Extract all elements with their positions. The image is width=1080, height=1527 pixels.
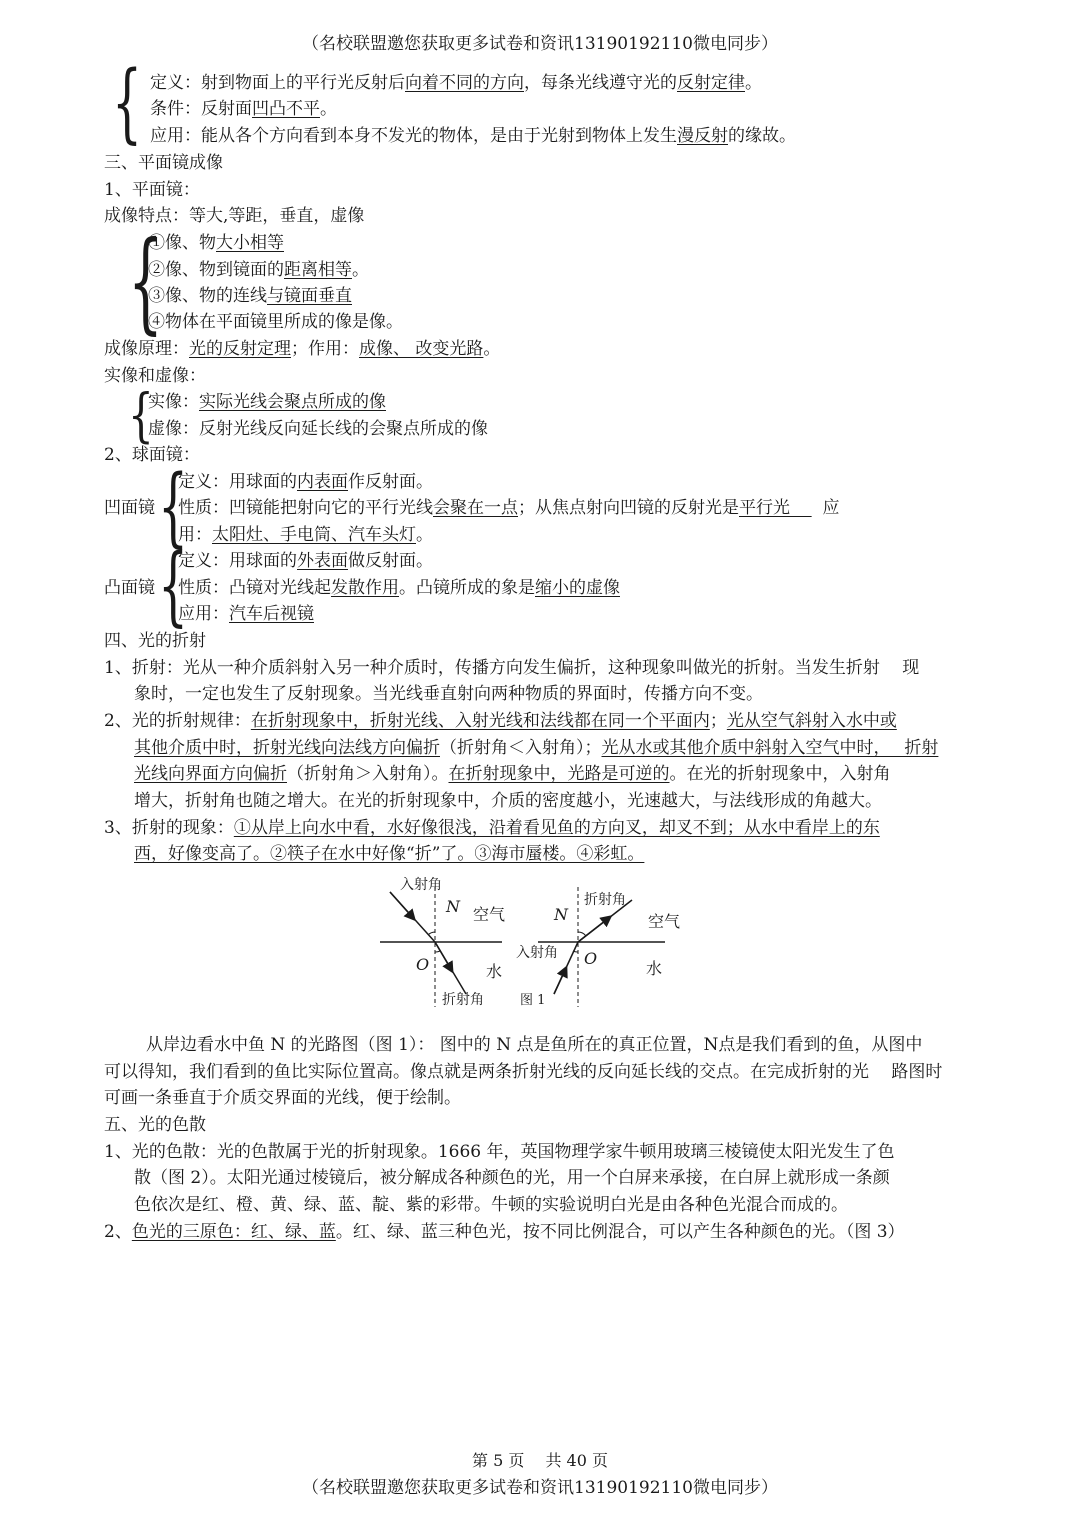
refraction-angle-label-left: 折射角 [442, 992, 484, 1008]
concave-property: 性质：凹镜能把射向它的平行光线会聚在一点；从焦点射向凹镜的反射光是平行光 应 [178, 498, 840, 518]
brace-real-virtual: { [128, 381, 154, 449]
incident-angle-arc-left [428, 932, 435, 935]
incident-angle-label-right: 入射角 [516, 945, 558, 961]
refraction-phenomena-line2: 西，好像变高了。②筷子在水中好像“折”了。③海市蜃楼。④彩虹。 [134, 844, 645, 864]
refraction-p1-line1: 1、折射：光从一种介质斜射入另一种介质时，传播方向发生偏折，这种现象叫做光的折射。当发生折射 现 [104, 658, 920, 678]
fish-paragraph-line2: 可以得知，我们看到的鱼比实际位置高。像点就是两条折射光线的反向延长线的交点。在完成折射的光 路图时 [104, 1062, 943, 1082]
real-virtual-title: 实像和虚像： [104, 366, 206, 386]
origin-label-right: O [584, 949, 598, 968]
convex-definition: 定义：用球面的外表面做反射面。 [178, 551, 433, 571]
brace-features: { [128, 217, 163, 345]
dispersion-p1-line2: 散（图 2）。太阳光通过棱镜后，被分解成各种颜色的光，用一个白屏来承接，在白屏上就形成一条颜 [134, 1168, 890, 1188]
virtual-image-line: 虚像：反射光线反向延长线的会聚点所成的像 [148, 419, 488, 439]
feature-4: ④物体在平面镜里所成的像是像。 [148, 312, 403, 332]
fish-paragraph-line1: 从岸边看水中鱼 N 的光路图（图 1）： 图中的 N 点是鱼所在的真正位置，N点是我们看到的鱼，从图中 [146, 1035, 923, 1055]
feature-1: ①像、物大小相等 [148, 233, 284, 253]
brace-diffuse: { [112, 53, 143, 153]
convex-mirror-label: 凸面镜 [104, 578, 155, 598]
air-label-left: 空气 [473, 905, 506, 924]
refraction-p1-line2: 象时，一定也发生了反射现象。当光线垂直射向两种物质的界面时，传播方向不变。 [134, 684, 763, 704]
plane-mirror-subtitle: 1、平面镜： [104, 180, 200, 200]
convex-application: 应用：汽车后视镜 [178, 604, 314, 624]
brace-concave: { [158, 457, 189, 557]
refraction-law-line4: 增大，折射角也随之增大。在光的折射现象中，介质的密度越小，光速越大，与法线形成的角越大。 [134, 791, 882, 811]
page-number: 第 5 页 共 40 页 [472, 1451, 608, 1470]
figure-number-label: 图 1 [520, 993, 546, 1008]
section-title-dispersion: 五、光的色散 [104, 1115, 206, 1135]
origin-label-left: O [416, 955, 430, 974]
real-image-line: 实像：实际光线会聚点所成的像 [148, 392, 386, 412]
incident-angle-arc-right [573, 951, 578, 952]
spherical-mirror-subtitle: 2、球面镜： [104, 445, 200, 465]
refraction-law-line3: 光线向界面方向偏折（折射角＞入射角）。在折射现象中，光路是可逆的。在光的折射现象中，入射角 [134, 764, 891, 784]
diffuse-application: 应用：能从各个方向看到本身不发光的物体，是由于光射到物体上发生漫反射的缘故。 [150, 126, 796, 146]
refraction-angle-arc-left [435, 951, 440, 952]
feature-2: ②像、物到镜面的距离相等。 [148, 260, 369, 280]
concave-application: 用：太阳灶、手电筒、汽车头灯。 [178, 525, 433, 545]
concave-definition: 定义：用球面的内表面作反射面。 [178, 472, 433, 492]
section-title-refraction: 四、光的折射 [104, 631, 206, 651]
refraction-angle-arc-right [578, 932, 586, 936]
refraction-phenomena-line1: 3、折射的现象：①从岸上向水中看，水好像很浅，沿着看见鱼的方向叉，却叉不到；从水中看岸上的东 [104, 818, 880, 838]
refraction-law-line1: 2、光的折射规律：在折射现象中，折射光线、入射光线和法线都在同一个平面内；光从空气斜射入水中或 [104, 711, 897, 731]
imaging-features: 成像特点：等大,等距，垂直，虚像 [104, 206, 365, 226]
imaging-principle: 成像原理：光的反射定理；作用：成像、 改变光路。 [104, 339, 501, 359]
refraction-law-line2: 其他介质中时，折射光线向法线方向偏折（折射角＜入射角）；光从水或其他介质中斜射入空气中时， 折射 [134, 738, 939, 758]
water-label-left: 水 [486, 962, 503, 981]
primary-colors-line: 2、色光的三原色：红、绿、蓝。红、绿、蓝三种色光，按不同比例混合，可以产生各种颜色的光。（图 3） [104, 1222, 905, 1242]
brace-convex: { [158, 536, 189, 636]
refraction-angle-label-right: 折射角 [584, 892, 626, 908]
diffuse-definition: 定义：射到物面上的平行光反射后向着不同的方向，每条光线遵守光的反射定律。 [150, 73, 762, 93]
section-title-plane-mirror: 三、平面镜成像 [104, 153, 223, 173]
normal-label-right: N [554, 905, 568, 924]
refraction-diagram [370, 872, 700, 1022]
dispersion-p1-line1: 1、光的色散：光的色散属于光的折射现象。1666 年，英国物理学家牛顿用玻璃三棱镜使太阳光发生了色 [104, 1142, 895, 1162]
page-footer: （名校联盟邀您获取更多试卷和资讯13190192110微电同步） [302, 1478, 778, 1498]
dispersion-p1-line3: 色依次是红、橙、黄、绿、蓝、靛、紫的彩带。牛顿的实验说明白光是由各种色光混合而成的。 [134, 1195, 848, 1215]
air-label-right: 空气 [648, 912, 681, 931]
page-header: （名校联盟邀您获取更多试卷和资讯13190192110微电同步） [302, 34, 778, 54]
convex-property: 性质：凸镜对光线起发散作用。凸镜所成的象是缩小的虚像 [178, 578, 620, 598]
incident-angle-label-left: 入射角 [400, 877, 442, 893]
water-label-right: 水 [646, 959, 663, 978]
concave-mirror-label: 凹面镜 [104, 498, 155, 518]
feature-3: ③像、物的连线与镜面垂直 [148, 286, 352, 306]
diffuse-condition: 条件：反射面凹凸不平。 [150, 99, 337, 119]
fish-paragraph-line3: 可画一条垂直于介质交界面的光线，便于绘制。 [104, 1088, 461, 1108]
normal-label-left: N [446, 897, 460, 916]
